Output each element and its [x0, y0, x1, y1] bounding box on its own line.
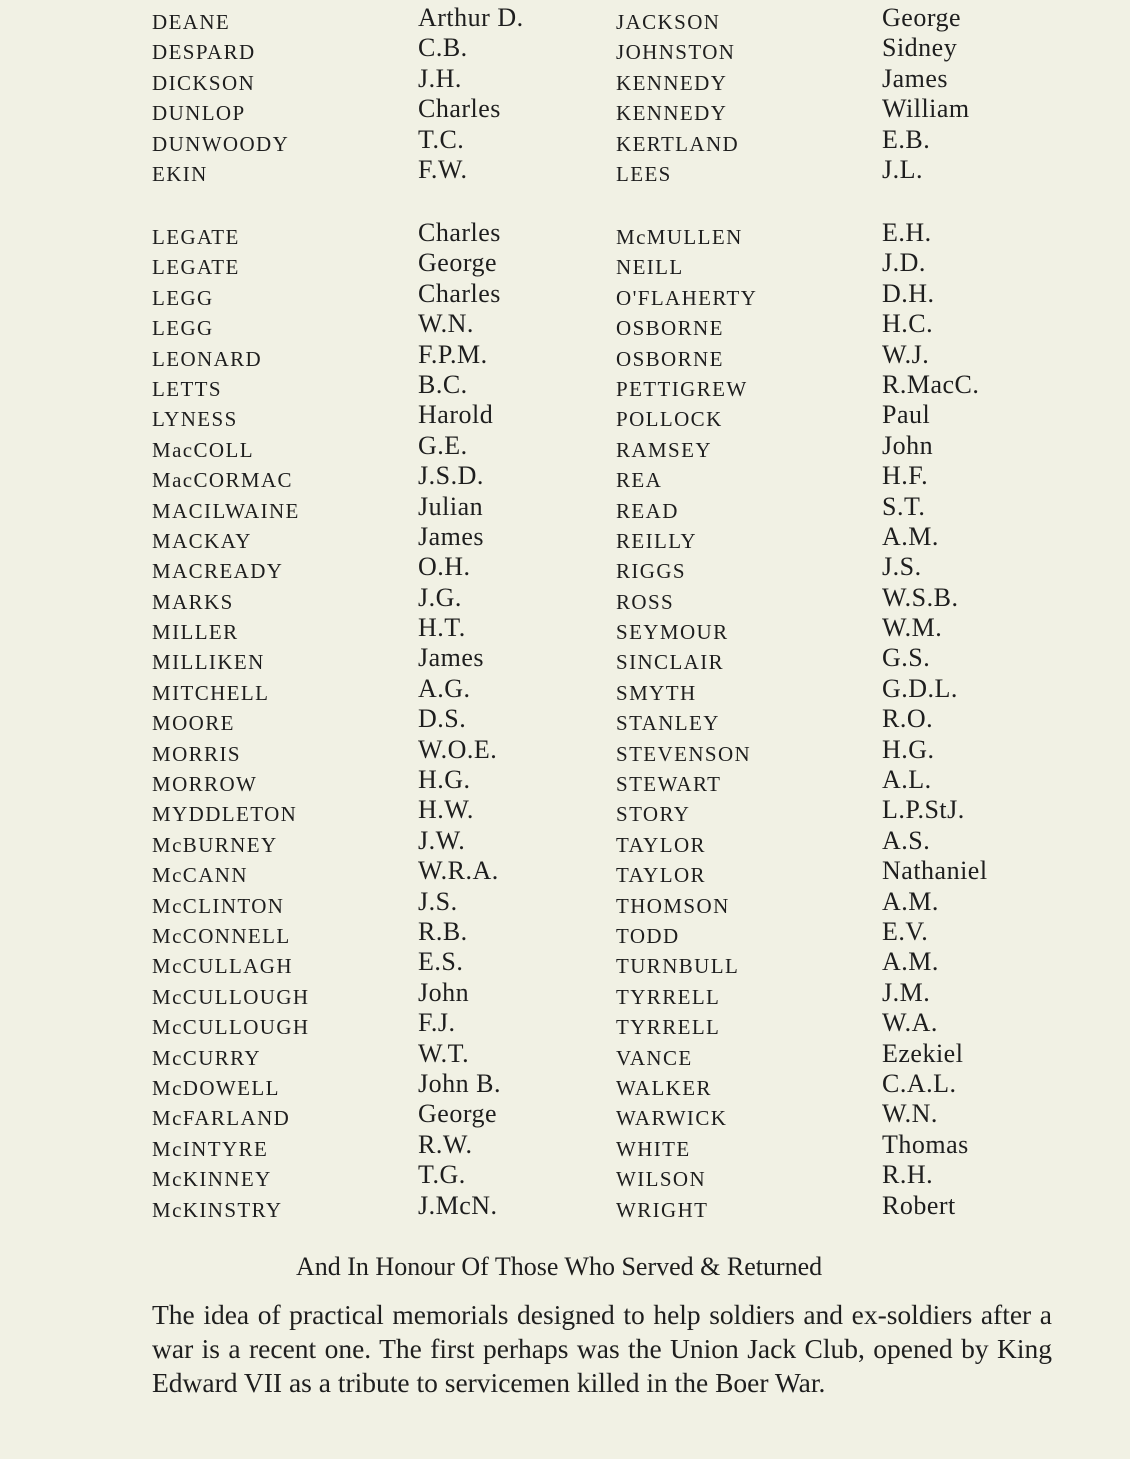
right-initials: D.H.	[882, 278, 935, 308]
right-initials: H.F.	[882, 461, 929, 491]
left-surname: McKINNEY	[152, 1167, 272, 1192]
right-surname: TAYLOR	[616, 863, 706, 888]
name-row	[0, 1192, 1130, 1222]
left-surname: LEONARD	[152, 346, 263, 371]
right-surname: ROSS	[616, 589, 675, 614]
left-initials: A.G.	[418, 673, 471, 703]
name-row	[0, 219, 1130, 249]
right-surname: PETTIGREW	[616, 376, 748, 401]
right-initials: S.T.	[882, 491, 926, 521]
right-surname: JACKSON	[616, 10, 721, 34]
right-initials: Robert	[882, 1190, 956, 1220]
left-initials: J.G.	[418, 582, 462, 612]
left-initials: Julian	[418, 491, 484, 521]
right-surname: TODD	[616, 923, 680, 948]
left-initials: Charles	[418, 218, 501, 247]
name-row	[0, 1040, 1130, 1070]
left-surname: EKIN	[152, 161, 208, 186]
right-initials: Thomas	[882, 1129, 969, 1159]
left-initials: Arthur D.	[418, 3, 524, 32]
right-initials: W.A.	[882, 1008, 938, 1038]
right-surname: SINCLAIR	[616, 650, 725, 675]
left-surname: McKINSTRY	[152, 1197, 283, 1222]
left-initials: B.C.	[418, 369, 468, 399]
right-surname: WRIGHT	[616, 1197, 709, 1222]
left-surname: McCANN	[152, 863, 248, 888]
left-surname: McINTYRE	[152, 1136, 269, 1161]
right-initials: William	[882, 94, 970, 124]
left-initials: H.G.	[418, 765, 471, 795]
left-initials: James	[418, 521, 485, 551]
left-initials: R.B.	[418, 916, 468, 946]
right-surname: STEVENSON	[616, 741, 752, 766]
right-surname: SMYTH	[616, 680, 697, 705]
right-initials: R.MacC.	[882, 369, 980, 399]
right-initials: W.M.	[882, 613, 943, 643]
name-row	[0, 95, 1130, 125]
left-initials: George	[418, 248, 498, 278]
right-surname: WALKER	[616, 1075, 712, 1100]
left-initials: O.H.	[418, 552, 471, 582]
left-initials: C.B.	[418, 33, 468, 63]
right-initials: W.N.	[882, 1099, 938, 1129]
right-surname: RIGGS	[616, 559, 687, 584]
right-surname: VANCE	[616, 1045, 693, 1070]
name-row	[0, 1131, 1130, 1161]
left-surname: MACKAY	[152, 528, 252, 553]
right-surname: WARWICK	[616, 1106, 728, 1131]
right-initials: Paul	[882, 400, 931, 430]
name-row	[0, 888, 1130, 918]
right-initials: J.L.	[882, 154, 923, 184]
right-surname: REA	[616, 468, 663, 493]
right-surname: REILLY	[616, 528, 697, 553]
name-row	[0, 371, 1130, 401]
left-surname: LYNESS	[152, 407, 238, 432]
name-row	[0, 705, 1130, 735]
name-row	[0, 523, 1130, 553]
left-initials: James	[418, 643, 485, 673]
right-initials: C.A.L.	[882, 1068, 957, 1098]
right-surname: WHITE	[616, 1136, 691, 1161]
right-surname: STORY	[616, 802, 691, 827]
right-surname: TURNBULL	[616, 954, 740, 979]
right-initials: J.S.	[882, 552, 922, 582]
name-row	[0, 156, 1130, 186]
right-surname: THOMSON	[616, 893, 730, 918]
left-surname: DUNWOODY	[152, 131, 290, 156]
left-initials: W.T.	[418, 1038, 470, 1068]
left-initials: G.E.	[418, 430, 468, 460]
left-initials: W.O.E.	[418, 734, 498, 764]
right-surname: KENNEDY	[616, 101, 728, 126]
right-initials: G.D.L.	[882, 673, 958, 703]
right-initials: A.M.	[882, 947, 939, 977]
left-surname: MARKS	[152, 589, 234, 614]
right-initials: Ezekiel	[882, 1038, 964, 1068]
left-surname: McCULLAGH	[152, 954, 293, 979]
left-initials: J.W.	[418, 825, 466, 855]
left-initials: Charles	[418, 94, 501, 124]
left-surname: LETTS	[152, 376, 222, 401]
name-row	[0, 857, 1130, 887]
left-initials: Charles	[418, 278, 501, 308]
left-surname: MacCOLL	[152, 437, 254, 462]
name-row	[0, 796, 1130, 826]
name-row	[0, 432, 1130, 462]
right-surname: OSBORNE	[616, 316, 724, 341]
left-surname: MORROW	[152, 772, 258, 797]
left-initials: W.R.A.	[418, 856, 499, 886]
name-row	[0, 4, 1130, 34]
left-surname: McCONNELL	[152, 923, 291, 948]
right-initials: A.M.	[882, 886, 939, 916]
right-initials: H.C.	[882, 309, 934, 339]
right-initials: Sidney	[882, 33, 958, 63]
left-surname: McCULLOUGH	[152, 1015, 310, 1040]
left-initials: T.G.	[418, 1160, 466, 1190]
right-initials: A.S.	[882, 825, 931, 855]
right-surname: STEWART	[616, 772, 722, 797]
left-surname: MITCHELL	[152, 680, 270, 705]
left-initials: Harold	[418, 400, 494, 430]
left-surname: DESPARD	[152, 40, 256, 65]
name-row	[0, 126, 1130, 156]
left-initials: T.C.	[418, 124, 465, 154]
right-surname: McMULLEN	[616, 225, 743, 249]
left-initials: F.W.	[418, 154, 468, 184]
left-initials: H.T.	[418, 613, 466, 643]
left-initials: R.W.	[418, 1129, 473, 1159]
right-surname: POLLOCK	[616, 407, 723, 432]
name-row	[0, 948, 1130, 978]
name-row	[0, 736, 1130, 766]
name-row	[0, 1161, 1130, 1191]
left-surname: McBURNEY	[152, 832, 278, 857]
right-initials: G.S.	[882, 643, 931, 673]
right-initials: A.L.	[882, 765, 932, 795]
right-initials: John	[882, 430, 934, 460]
left-initials: John B.	[418, 1068, 501, 1098]
right-initials: E.V.	[882, 916, 929, 946]
left-initials: W.N.	[418, 309, 474, 339]
name-row	[0, 493, 1130, 523]
left-surname: LEGATE	[152, 255, 240, 280]
names-list-top	[0, 4, 1130, 186]
right-surname: WILSON	[616, 1167, 707, 1192]
honour-paragraph: The idea of practical memorials designed to help soldiers and ex-soldiers after a war is a recent one. The first perhaps was the Union Jack Club, opened by King Edward VII as a tribute to servicemen killed in the Boer War.	[152, 1299, 1052, 1398]
left-surname: MOORE	[152, 711, 235, 736]
right-surname: STANLEY	[616, 711, 720, 736]
right-initials: E.B.	[882, 124, 931, 154]
right-surname: O'FLAHERTY	[616, 285, 758, 310]
right-initials: J.M.	[882, 977, 931, 1007]
left-surname: McCULLOUGH	[152, 984, 310, 1009]
right-initials: R.H.	[882, 1160, 934, 1190]
name-row	[0, 979, 1130, 1009]
name-row	[0, 249, 1130, 279]
right-surname: JOHNSTON	[616, 40, 736, 65]
left-initials: F.P.M.	[418, 339, 488, 369]
name-row	[0, 1070, 1130, 1100]
name-row	[0, 644, 1130, 674]
name-row	[0, 675, 1130, 705]
right-surname: READ	[616, 498, 679, 523]
left-surname: MYDDLETON	[152, 802, 298, 827]
right-surname: NEILL	[616, 255, 684, 280]
left-surname: MACREADY	[152, 559, 284, 584]
right-initials: E.H.	[882, 218, 932, 247]
left-surname: MORRIS	[152, 741, 241, 766]
left-surname: LEGG	[152, 285, 214, 310]
left-initials: E.S.	[418, 947, 464, 977]
right-surname: LEES	[616, 161, 672, 186]
left-surname: MACILWAINE	[152, 498, 300, 523]
left-surname: MILLIKEN	[152, 650, 265, 675]
right-initials: George	[882, 3, 962, 32]
right-initials: W.J.	[882, 339, 930, 369]
left-surname: McCURRY	[152, 1045, 261, 1070]
left-surname: DEANE	[152, 10, 231, 34]
left-initials: F.J.	[418, 1008, 456, 1038]
name-row	[0, 584, 1130, 614]
right-initials: James	[882, 63, 949, 93]
left-initials: H.W.	[418, 795, 474, 825]
right-surname: TYRRELL	[616, 984, 721, 1009]
left-initials: John	[418, 977, 470, 1007]
right-initials: Nathaniel	[882, 856, 988, 886]
right-initials: H.G.	[882, 734, 935, 764]
left-initials: J.S.	[418, 886, 458, 916]
left-surname: McFARLAND	[152, 1106, 291, 1131]
left-initials: J.H.	[418, 63, 462, 93]
left-surname: McCLINTON	[152, 893, 285, 918]
right-surname: TAYLOR	[616, 832, 706, 857]
name-row	[0, 614, 1130, 644]
right-surname: KENNEDY	[616, 70, 728, 95]
left-initials: George	[418, 1099, 498, 1129]
name-row	[0, 918, 1130, 948]
right-initials: J.D.	[882, 248, 926, 278]
left-initials: D.S.	[418, 704, 467, 734]
name-row	[0, 34, 1130, 64]
name-row	[0, 280, 1130, 310]
left-surname: MILLER	[152, 620, 239, 645]
left-surname: DICKSON	[152, 70, 256, 95]
name-row	[0, 310, 1130, 340]
left-surname: McDOWELL	[152, 1075, 280, 1100]
right-initials: A.M.	[882, 521, 939, 551]
right-surname: SEYMOUR	[616, 620, 729, 645]
right-initials: R.O.	[882, 704, 934, 734]
name-row	[0, 553, 1130, 583]
right-surname: OSBORNE	[616, 346, 724, 371]
right-initials: W.S.B.	[882, 582, 959, 612]
left-surname: LEGATE	[152, 225, 240, 249]
name-row	[0, 462, 1130, 492]
left-initials: J.S.D.	[418, 461, 484, 491]
left-surname: MacCORMAC	[152, 468, 293, 493]
left-surname: DUNLOP	[152, 101, 246, 126]
left-initials: J.McN.	[418, 1190, 498, 1220]
honour-heading: And In Honour Of Those Who Served & Returned	[296, 1252, 823, 1281]
right-initials: L.P.StJ.	[882, 795, 965, 825]
name-row	[0, 401, 1130, 431]
right-surname: TYRRELL	[616, 1015, 721, 1040]
right-surname: RAMSEY	[616, 437, 712, 462]
left-surname: LEGG	[152, 316, 214, 341]
right-surname: KERTLAND	[616, 131, 740, 156]
names-list-main	[0, 219, 1130, 1222]
